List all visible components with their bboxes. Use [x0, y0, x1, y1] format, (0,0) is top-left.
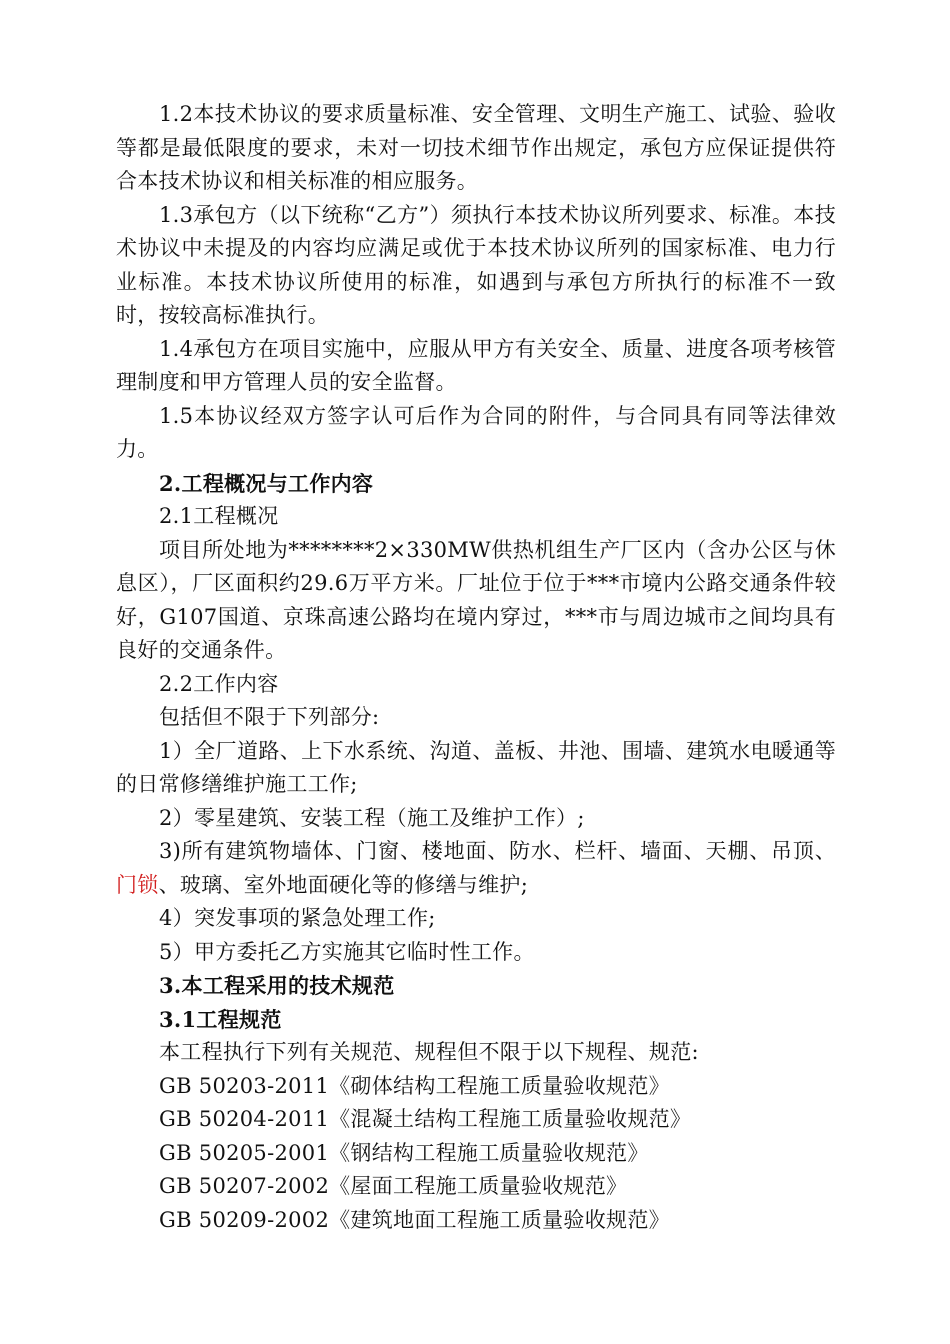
standard-item: GB 50204-2011《混凝土结构工程施工质量验收规范》 — [159, 1107, 692, 1131]
paragraph-3-1-intro: 本工程执行下列有关规范、规程但不限于以下规程、规范: — [159, 1040, 699, 1064]
list-item-1: 1）全厂道路、上下水系统、沟道、盖板、井池、围墙、建筑水电暖通等的日常修缮维护施工工作; — [116, 738, 836, 796]
list-item-5: 5）甲方委托乙方实施其它临时性工作。 — [159, 939, 535, 964]
paragraph-1-3: 1.3承包方（以下统称“乙方”）须执行本技术协议所列要求、标准。本技术协议中未提及的内容均应满足或优于本技术协议所列的国家标准、电力行业标准。本技术协议所使用的标准，如遇到与承包方所执行的标准不一致时，按较高标准执行。 — [116, 202, 836, 327]
paragraph-2-1-body: 项目所处地为********2×330MW供热机组生产厂区内（含办公区与休息区），厂区面积约29.6万平方米。厂址位于位于***市境内公路交通条件较好，G107国道、京珠高速公路均在境内穿过，***市与周边城市之间均具有良好的交通条件。 — [116, 537, 836, 662]
subsection-heading-3-1: 3.1工程规范 — [159, 1006, 282, 1032]
list-item-3-text-before: 3)所有建筑物墙体、门窗、楼地面、防水、栏杆、墙面、天棚、吊顶、 — [159, 839, 836, 863]
paragraph-1-5: 1.5本协议经双方签字认可后作为合同的附件，与合同具有同等法律效力。 — [116, 403, 836, 461]
section-heading-3: 3.本工程采用的技术规范 — [159, 973, 395, 998]
standard-item: GB 50209-2002《建筑地面工程施工质量验收规范》 — [159, 1207, 670, 1232]
standard-item: GB 50203-2011《砌体结构工程施工质量验收规范》 — [159, 1073, 670, 1098]
paragraph-1-4: 1.4承包方在项目实施中，应服从甲方有关安全、质量、进度各项考核管理制度和甲方管理人员的安全监督。 — [116, 336, 836, 394]
standard-item: GB 50207-2002《屋面工程施工质量验收规范》 — [159, 1174, 628, 1198]
subsection-heading-2-1: 2.1工程概况 — [159, 504, 279, 528]
standard-item: GB 50205-2001《钢结构工程施工质量验收规范》 — [159, 1140, 649, 1165]
highlighted-text: 门锁 — [116, 872, 159, 897]
list-item-3-text-after: 、玻璃、室外地面硬化等的修缮与维护; — [158, 872, 529, 897]
list-item-2: 2）零星建筑、安装工程（施工及维护工作）; — [159, 805, 585, 830]
paragraph-2-2-intro: 包括但不限于下列部分: — [159, 705, 380, 729]
subsection-heading-2-2: 2.2工作内容 — [159, 671, 279, 696]
section-heading-2: 2.工程概况与工作内容 — [159, 470, 374, 496]
paragraph-1-2: 1.2本技术协议的要求质量标准、安全管理、文明生产施工、试验、验收等都是最低限度的要求，未对一切技术细节作出规定，承包方应保证提供符合本技术协议和相关标准的相应服务。 — [116, 102, 836, 193]
list-item-4: 4）突发事项的紧急处理工作; — [159, 906, 436, 930]
list-item-3 — [116, 835, 836, 902]
document-body — [116, 98, 836, 1237]
